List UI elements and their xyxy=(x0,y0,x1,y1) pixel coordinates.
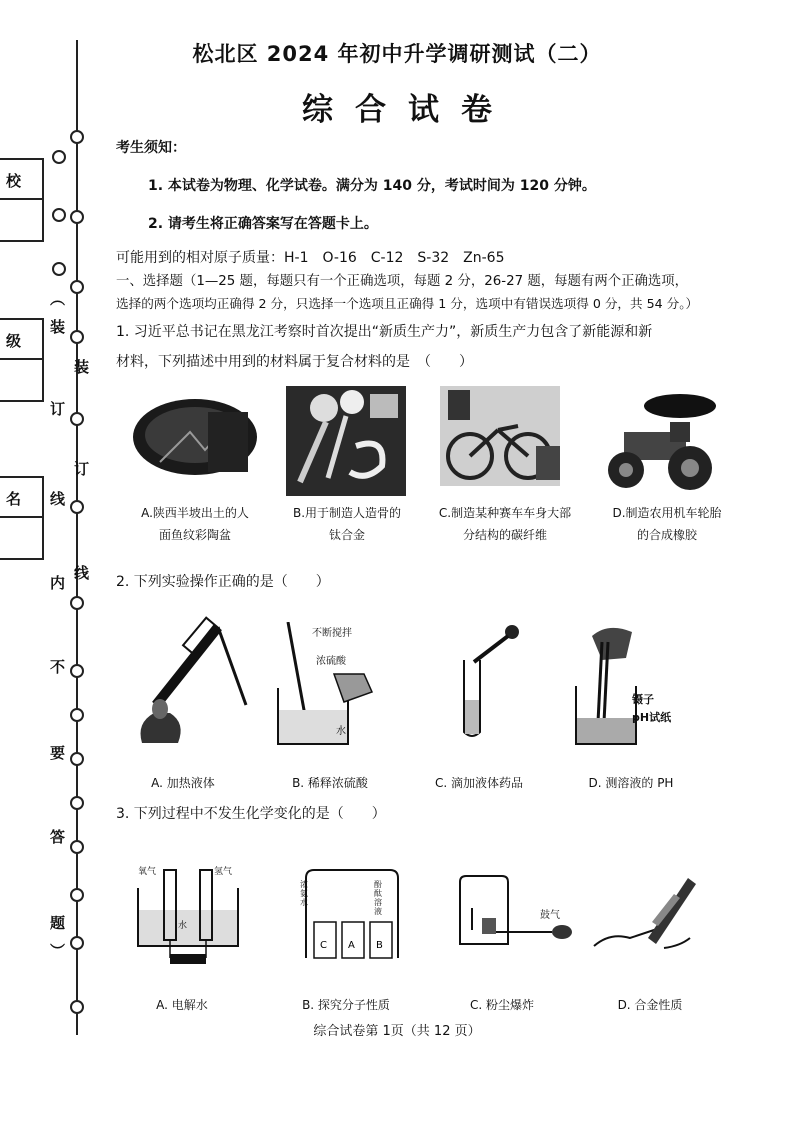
binding-hole xyxy=(70,500,84,514)
binding-hole xyxy=(70,1000,84,1014)
q2-option-b: B. 稀释浓硫酸 xyxy=(292,776,368,790)
q1-option-c: C.制造某种赛车车身大部 分结构的碳纤维 xyxy=(438,506,572,542)
binding-char: 线 xyxy=(50,490,66,508)
dropper-figure xyxy=(452,622,532,742)
binding-char: 答 xyxy=(50,828,66,846)
q3-label-ammonia: 浓氨水 xyxy=(300,880,308,907)
binding-hole xyxy=(70,412,84,426)
q2-label-acid: 浓硫酸 xyxy=(316,656,346,667)
section1-line2: 选择的两个选项均正确得 2 分，只选择一个选项且正确得 1 分，选项中有错误选项得 0 分，共 54 分。） xyxy=(116,296,699,311)
binding-hole xyxy=(70,752,84,766)
q1-stem-line2: 材料，下列描述中用到的材料属于复合材料的是 （ ） xyxy=(116,354,473,370)
alloy-scratch-figure xyxy=(590,868,700,958)
svg-text:B: B xyxy=(376,940,383,951)
class-box xyxy=(0,318,44,402)
binding-char: 要 xyxy=(50,744,66,762)
q3-label-oxygen: 氧气 xyxy=(138,867,157,877)
q2-label-ph-paper: pH试纸 xyxy=(632,711,672,724)
name-box xyxy=(0,476,44,560)
binding-char: （ xyxy=(48,290,67,307)
school-label: 校 xyxy=(6,172,22,190)
binding-hole xyxy=(70,330,84,344)
q3-option-b: B. 探究分子性质 xyxy=(302,998,390,1012)
q2-stem: 2. 下列实验操作正确的是（ ） xyxy=(116,574,330,590)
binding-hole xyxy=(52,150,66,164)
binding-char: 不 xyxy=(50,658,66,676)
binding-char: 订 xyxy=(74,460,90,478)
class-label: 级 xyxy=(6,332,22,350)
dust-explosion-figure xyxy=(452,872,582,952)
atomic-mass: 可能用到的相对原子质量：H-1 O-16 C-12 S-32 Zn-65 xyxy=(116,250,505,266)
q2-label-tweezers: 镊子 xyxy=(632,693,654,706)
exam-title: 松北区 2024 年初中升学调研测试（二） xyxy=(192,42,602,66)
q3-option-a: A. 电解水 xyxy=(156,998,208,1012)
binding-char: ） xyxy=(48,942,67,959)
binding-hole xyxy=(70,210,84,224)
binding-hole xyxy=(70,936,84,950)
notice-item-2: 2. 请考生将正确答案写在答题卡上。 xyxy=(148,216,378,232)
race-car-frame-image xyxy=(440,386,560,486)
svg-text:A: A xyxy=(348,940,355,951)
notice-item-1: 1. 本试卷为物理、化学试卷。满分为 140 分，考试时间为 120 分钟。 xyxy=(148,178,596,194)
school-box xyxy=(0,158,44,242)
q3-label-air: 鼓气 xyxy=(540,910,560,921)
exam-subtitle: 综合试卷 xyxy=(302,92,514,128)
q2-label-stir: 不断搅拌 xyxy=(312,628,352,639)
binding-char: 装 xyxy=(74,358,90,376)
q1-option-d: D.制造农用机车轮胎 的合成橡胶 xyxy=(612,506,722,542)
binding-hole xyxy=(70,708,84,722)
binding-hole xyxy=(70,796,84,810)
q2-label-water: 水 xyxy=(336,726,346,737)
binding-hole xyxy=(70,130,84,144)
ph-test-figure xyxy=(572,622,652,752)
q3-option-d: D. 合金性质 xyxy=(617,998,683,1012)
binding-hole xyxy=(70,840,84,854)
molecule-diffusion-figure xyxy=(298,868,408,968)
binding-line xyxy=(76,40,78,1035)
binding-hole xyxy=(70,596,84,610)
pottery-basin-image xyxy=(130,392,260,492)
q3-label-phenol: 酚酞溶液 xyxy=(374,880,382,916)
binding-char: 装 xyxy=(50,318,66,336)
binding-char: 订 xyxy=(50,400,66,418)
q1-option-b: B.用于制造人造骨的 钛合金 xyxy=(292,506,402,542)
q3-label-hydrogen: 氢气 xyxy=(214,867,233,877)
q2-option-d: D. 测溶液的 PH xyxy=(588,776,674,790)
binding-hole xyxy=(70,664,84,678)
tractor-image xyxy=(600,392,720,492)
q3-label-water: 水 xyxy=(178,921,188,931)
binding-hole xyxy=(52,262,66,276)
q3-stem: 3. 下列过程中不发生化学变化的是（ ） xyxy=(116,806,386,822)
binding-char: 内 xyxy=(50,574,66,592)
name-label: 名 xyxy=(6,490,22,508)
svg-text:C: C xyxy=(320,940,327,951)
notice-heading: 考生须知： xyxy=(116,140,186,156)
binding-hole xyxy=(52,208,66,222)
binding-hole xyxy=(70,280,84,294)
heating-liquid-figure xyxy=(128,605,253,750)
q1-option-a: A.陕西半坡出土的人 面鱼纹彩陶盆 xyxy=(141,506,249,542)
page-footer: 综合试卷第 1页（共 12 页） xyxy=(313,1024,481,1039)
binding-char: 题 xyxy=(50,914,66,932)
binding-hole xyxy=(70,888,84,902)
titanium-bone-image xyxy=(286,386,406,496)
section1-line1: 一、选择题（1—25 题，每题只有一个正确选项，每题 2 分，26-27 题，每题有两个正确选项， xyxy=(116,274,689,289)
q1-stem-line1: 1. 习近平总书记在黑龙江考察时首次提出“新质生产力”，新质生产力包含了新能源和新 xyxy=(116,324,653,340)
binding-char: 线 xyxy=(74,564,90,582)
q2-option-c: C. 滴加液体药品 xyxy=(434,776,523,790)
q3-option-c: C. 粉尘爆炸 xyxy=(469,998,534,1012)
q2-option-a: A. 加热液体 xyxy=(151,776,215,790)
